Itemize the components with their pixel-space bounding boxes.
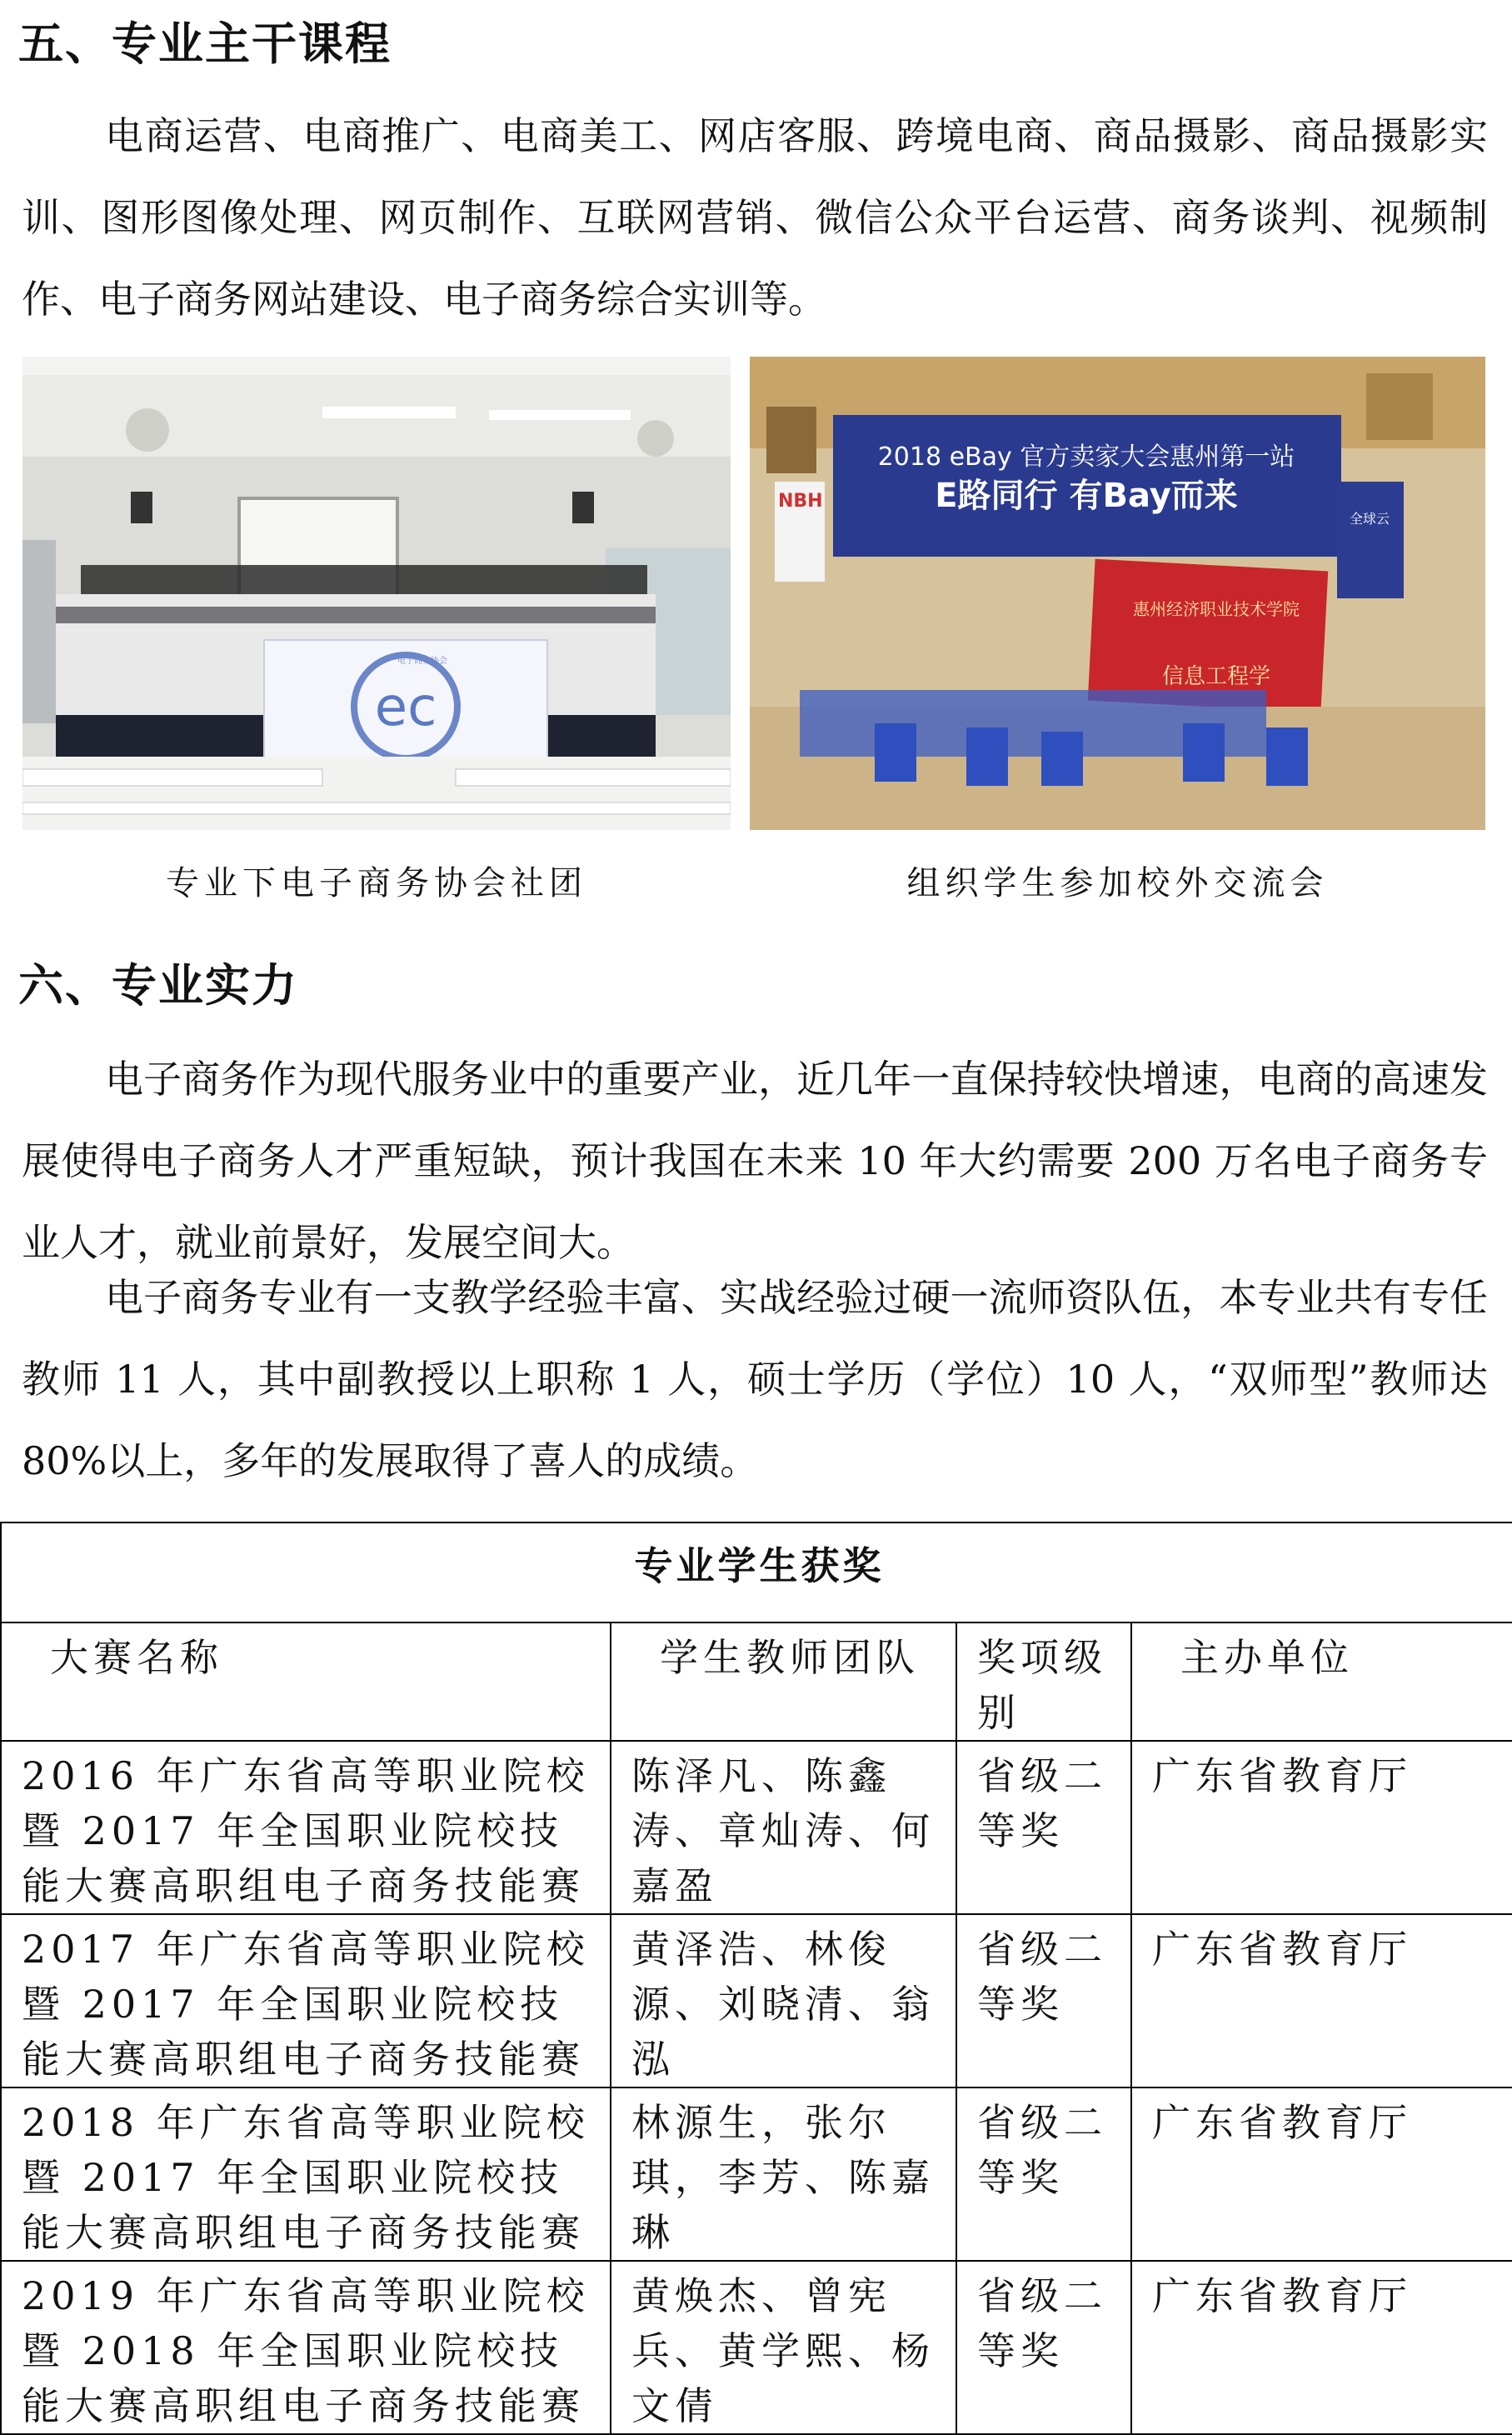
cell-team: 黄泽浩、林俊源、刘晓清、翁泓 — [611, 1914, 956, 2088]
header-award-level: 奖项级别 — [956, 1622, 1131, 1741]
header-team: 学生教师团队 — [611, 1622, 956, 1741]
cell-competition: 2016 年广东省高等职业院校暨 2017 年全国职业院校技能大赛高职组电子商务技能赛 — [1, 1741, 611, 1914]
cell-team: 黄焕杰、曾宪兵、黄学熙、杨文倩 — [611, 2261, 956, 2434]
cell-competition: 2017 年广东省高等职业院校暨 2017 年全国职业院校技能大赛高职组电子商务技能赛 — [1, 1914, 611, 2088]
photo-caption-exchange: 组织学生参加校外交流会 — [906, 864, 1329, 902]
cell-organizer: 广东省教育厅 — [1131, 2261, 1512, 2434]
header-organizer: 主办单位 — [1131, 1622, 1512, 1741]
table-header-row — [1, 1622, 1512, 1741]
cell-competition: 2018 年广东省高等职业院校暨 2017 年全国职业院校技能大赛高职组电子商务技能赛 — [1, 2088, 611, 2261]
red-banner-text-2: 信息工程学 — [1161, 664, 1271, 689]
red-banner-text: 惠州经济职业技术学院 — [1133, 599, 1300, 619]
backdrop-slogan: E路同行 有Bay而来 — [935, 477, 1238, 515]
flag-logo-text: ec — [374, 677, 437, 738]
photo-caption-club: 专业下电子商务协会社团 — [166, 864, 587, 902]
table-row — [1, 2088, 1512, 2261]
section-heading-strength: 六、专业实力 — [18, 958, 298, 1012]
photo-association-club — [22, 357, 731, 830]
strength-paragraph-2: 电子商务专业有一支教学经验丰富、实战经验过硬一流师资队伍，本专业共有专任教师 11 人，其中副教授以上职称 1 人，硕士学历（学位）10 人，“双师型”教师达 80%以上，多年的发展取得了喜人的成绩。 — [22, 1275, 1488, 1483]
photo-exchange-meeting — [750, 357, 1485, 830]
standee-text: 全球云 — [1349, 511, 1390, 527]
cell-team: 林源生，张尔琪，李芳、陈嘉琳 — [611, 2088, 956, 2261]
side-banner-text: NBH — [778, 491, 823, 512]
strength-paragraph-1: 电子商务作为现代服务业中的重要产业，近几年一直保持较快增速，电商的高速发展使得电子商务人才严重短缺，预计我国在未来 10 年大约需要 200 万名电子商务专业人才，就业前景好，发展空间大。 — [22, 1057, 1488, 1265]
cell-team: 陈泽凡、陈鑫涛、章灿涛、何嘉盈 — [611, 1741, 956, 1914]
cell-award-level: 省级二等奖 — [956, 1741, 1131, 1914]
cell-award-level: 省级二等奖 — [956, 2261, 1131, 2434]
section-heading-courses: 五、专业主干课程 — [18, 17, 392, 70]
cell-organizer: 广东省教育厅 — [1131, 1914, 1512, 2088]
cell-competition: 2019 年广东省高等职业院校暨 2018 年全国职业院校技能大赛高职组电子商务技能赛 — [1, 2261, 611, 2434]
courses-paragraph: 电商运营、电商推广、电商美工、网店客服、跨境电商、商品摄影、商品摄影实训、图形图像处理、网页制作、互联网营销、微信公众平台运营、商务谈判、视频制作、电子商务网站建设、电子商务综合实训等。 — [22, 113, 1488, 322]
cell-award-level: 省级二等奖 — [956, 2088, 1131, 2261]
table-row — [1, 2261, 1512, 2434]
header-competition: 大赛名称 — [1, 1622, 611, 1741]
awards-table-caption: 专业学生获奖 — [1, 1522, 1512, 1622]
table-row — [1, 1914, 1512, 2088]
cell-organizer: 广东省教育厅 — [1131, 2088, 1512, 2261]
flag-logo-caption: 电子商务协会 — [397, 657, 447, 666]
awards-table — [0, 1522, 1512, 2435]
cell-award-level: 省级二等奖 — [956, 1914, 1131, 2088]
table-row — [1, 1741, 1512, 1914]
backdrop-title: 2018 eBay 官方卖家大会惠州第一站 — [877, 442, 1295, 472]
cell-organizer: 广东省教育厅 — [1131, 1741, 1512, 1914]
